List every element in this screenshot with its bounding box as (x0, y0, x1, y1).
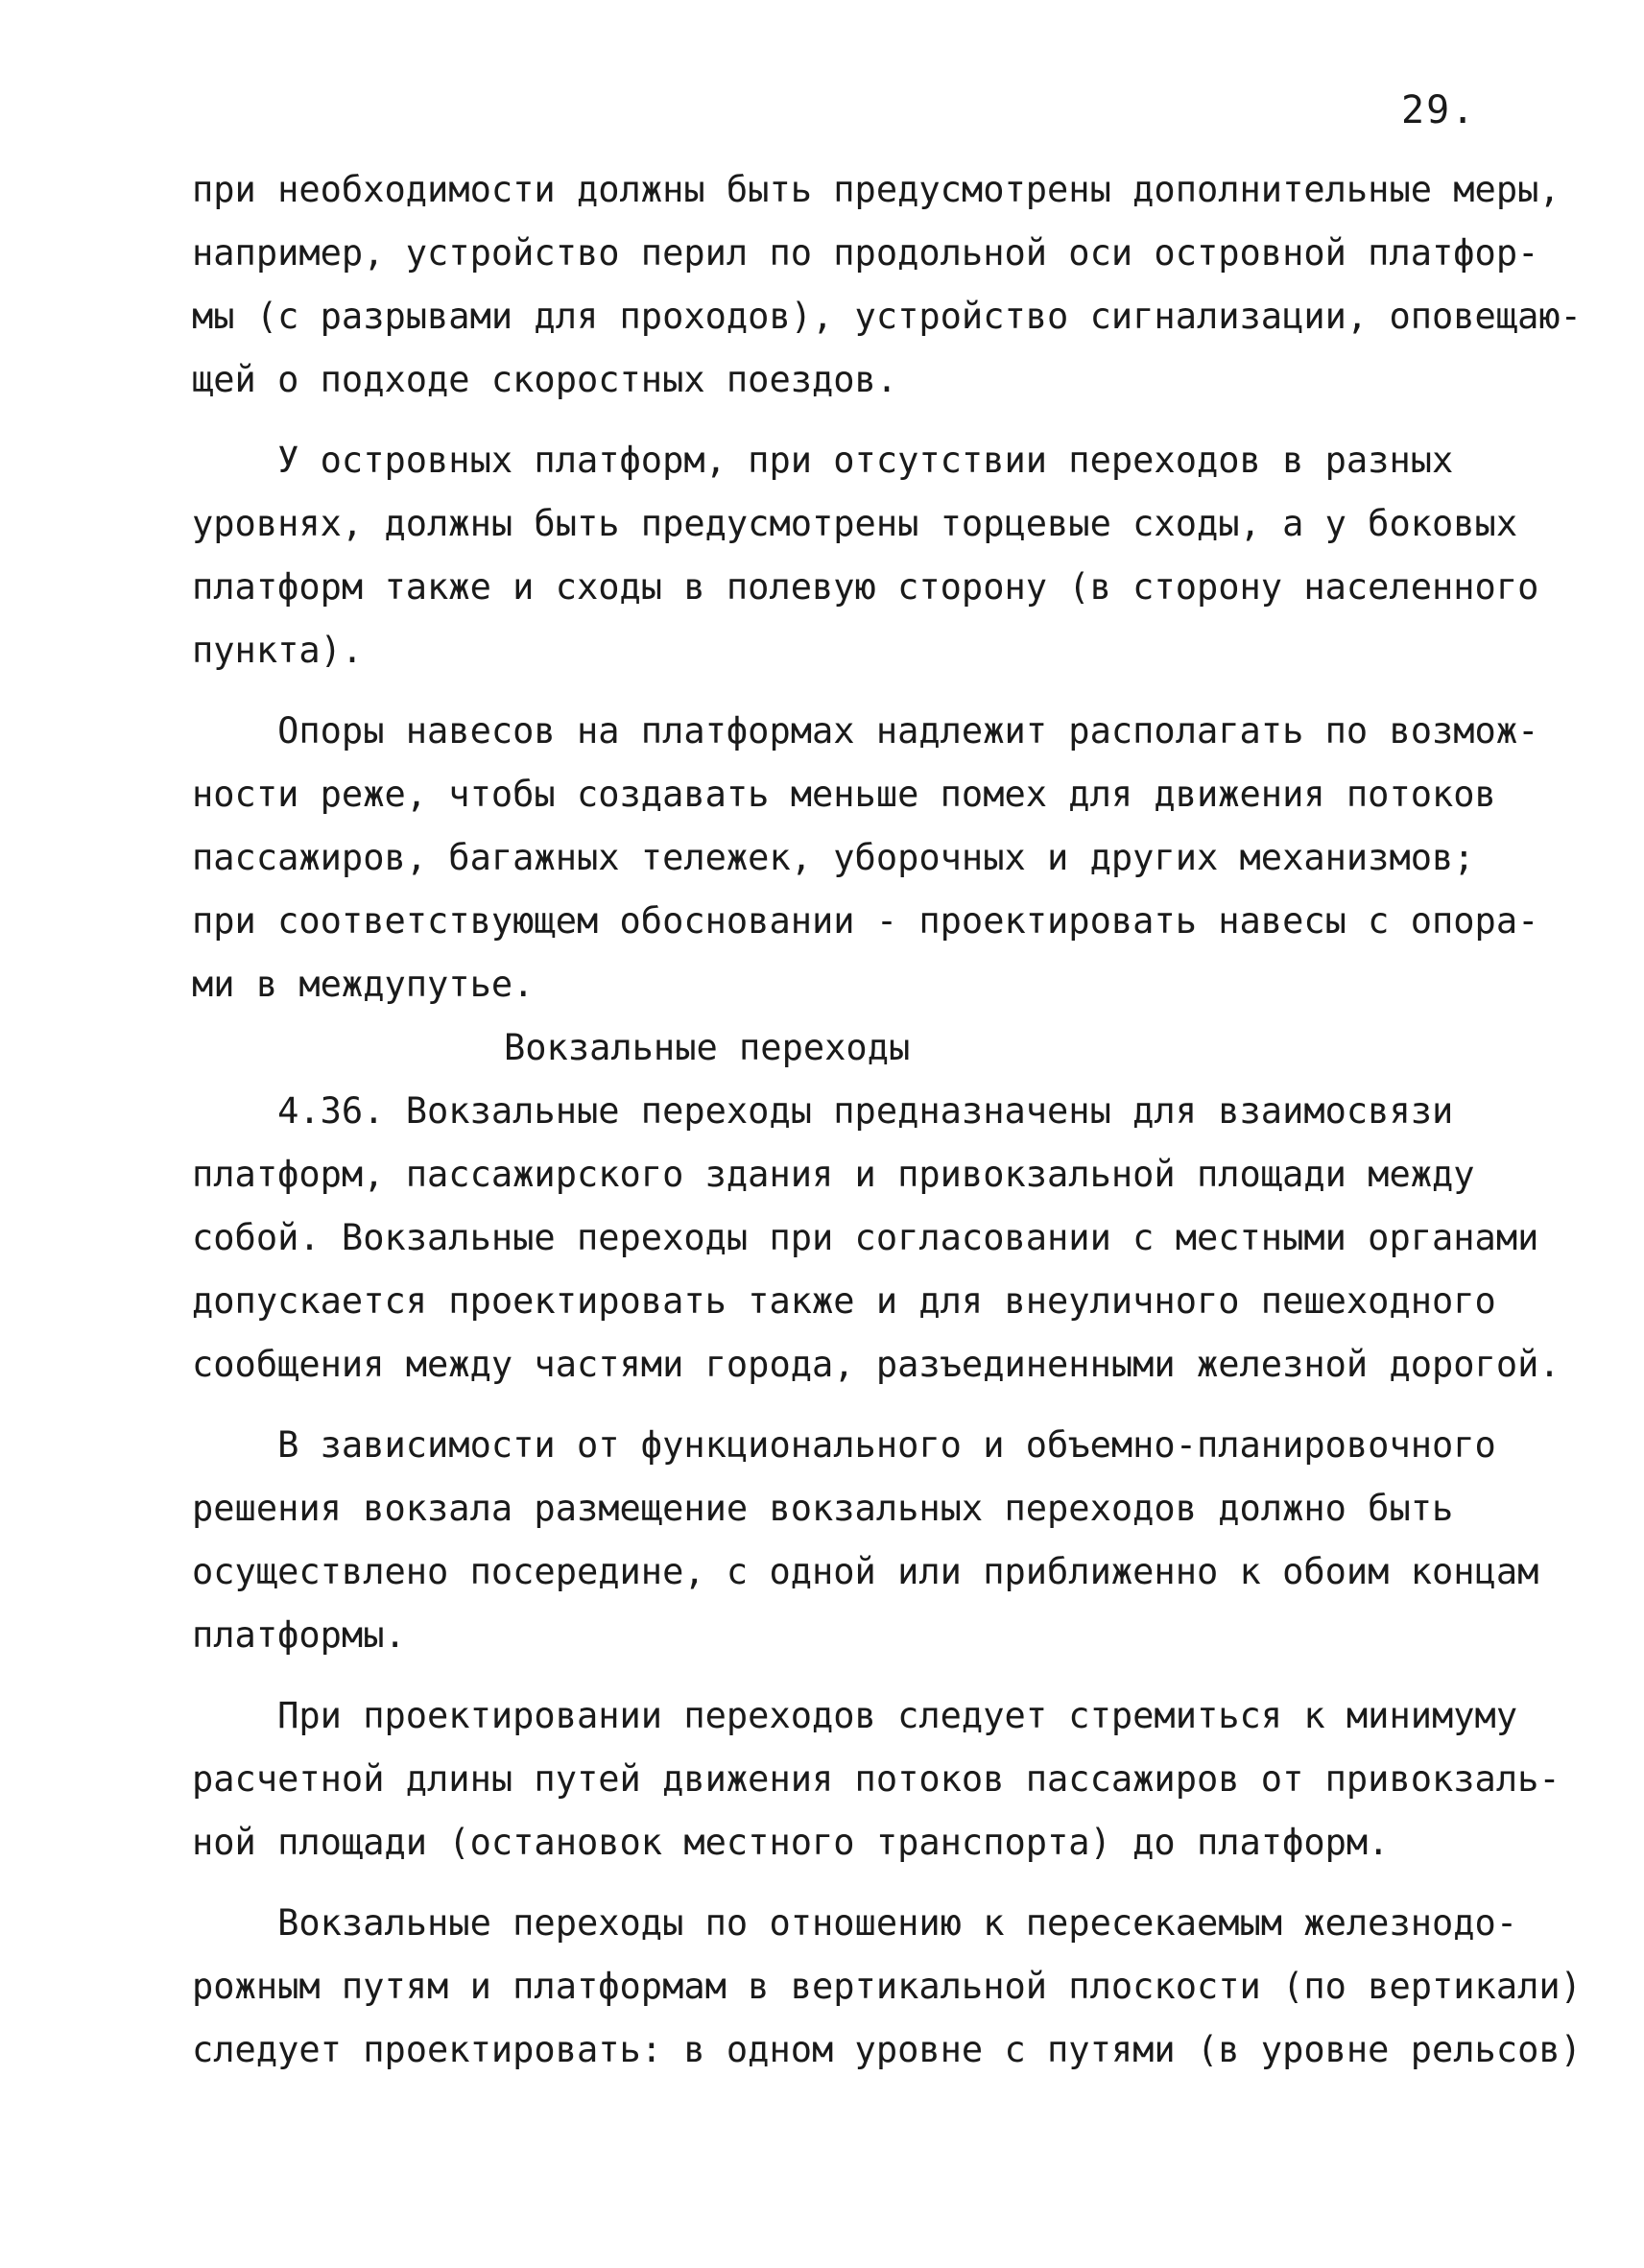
section-heading: Вокзальные переходы (504, 1027, 911, 1068)
text-line: осуществлено посередине, с одной или приближенно к обоим концам (192, 1551, 1539, 1592)
paragraph (192, 1080, 1561, 1397)
text-line: В зависимости от функционального и объемно-планировочного (192, 1424, 1496, 1466)
text-line: платформы. (192, 1614, 406, 1656)
paragraph (192, 1684, 1561, 1874)
text-line: допускается проектировать также и для внеуличного пешеходного (192, 1280, 1496, 1322)
text-line: Вокзальные переходы по отношению к пересекаемым железнодо- (192, 1902, 1518, 1944)
paragraph (192, 158, 1582, 412)
text-line: следует проектировать: в одном уровне с путями (в уровне рельсов) (192, 2029, 1582, 2070)
text-line: ности реже, чтобы создавать меньше помех для движения потоков (192, 774, 1496, 815)
text-line: Опоры навесов на платформах надлежит располагать по возмож- (192, 710, 1539, 752)
text-line: рожным путям и платформам в вертикальной плоскости (по вертикали) (192, 1966, 1582, 2007)
text-line: платформ, пассажирского здания и привокзальной площади между (192, 1154, 1475, 1195)
text-line: при необходимости должны быть предусмотрены дополнительные меры, (192, 169, 1561, 210)
text-line: расчетной длины путей движения потоков пассажиров от привокзаль- (192, 1758, 1561, 1800)
text-line: платформ также и сходы в полевую сторону (в сторону населенного (192, 566, 1539, 608)
text-line: при соответствующем обосновании - проектировать навесы с опора- (192, 900, 1539, 942)
paragraph (192, 429, 1539, 682)
text-line: пункта). (192, 630, 364, 671)
text-line: собой. Вокзальные переходы при согласовании с местными органами (192, 1217, 1539, 1258)
text-line: ми в междупутье. (192, 964, 535, 1005)
document-body (192, 158, 1582, 2082)
paragraph (192, 1892, 1582, 2082)
text-line: уровнях, должны быть предусмотрены торцевые сходы, а у боковых (192, 503, 1518, 544)
text-line: щей о подходе скоростных поездов. (192, 359, 898, 400)
text-line: При проектировании переходов следует стремиться к минимуму (192, 1695, 1518, 1736)
paragraph (192, 700, 1539, 1016)
text-line: мы (с разрывами для проходов), устройство сигнализации, оповещаю- (192, 296, 1582, 337)
text-line: У островных платформ, при отсутствии переходов в разных (192, 440, 1454, 481)
text-line: например, устройство перил по продольной оси островной платфор- (192, 232, 1539, 274)
text-line: пассажиров, багажных тележек, уборочных и других механизмов; (192, 837, 1475, 878)
text-line: сообщения между частями города, разъединенными железной дорогой. (192, 1344, 1561, 1385)
text-line: 4.36. Вокзальные переходы предназначены для взаимосвязи (192, 1090, 1454, 1132)
paragraph (192, 1414, 1539, 1667)
text-line: ной площади (остановок местного транспорта) до платформ. (192, 1822, 1390, 1863)
text-line: решения вокзала размещение вокзальных переходов должно быть (192, 1488, 1454, 1529)
page-number: 29. (1401, 88, 1477, 132)
